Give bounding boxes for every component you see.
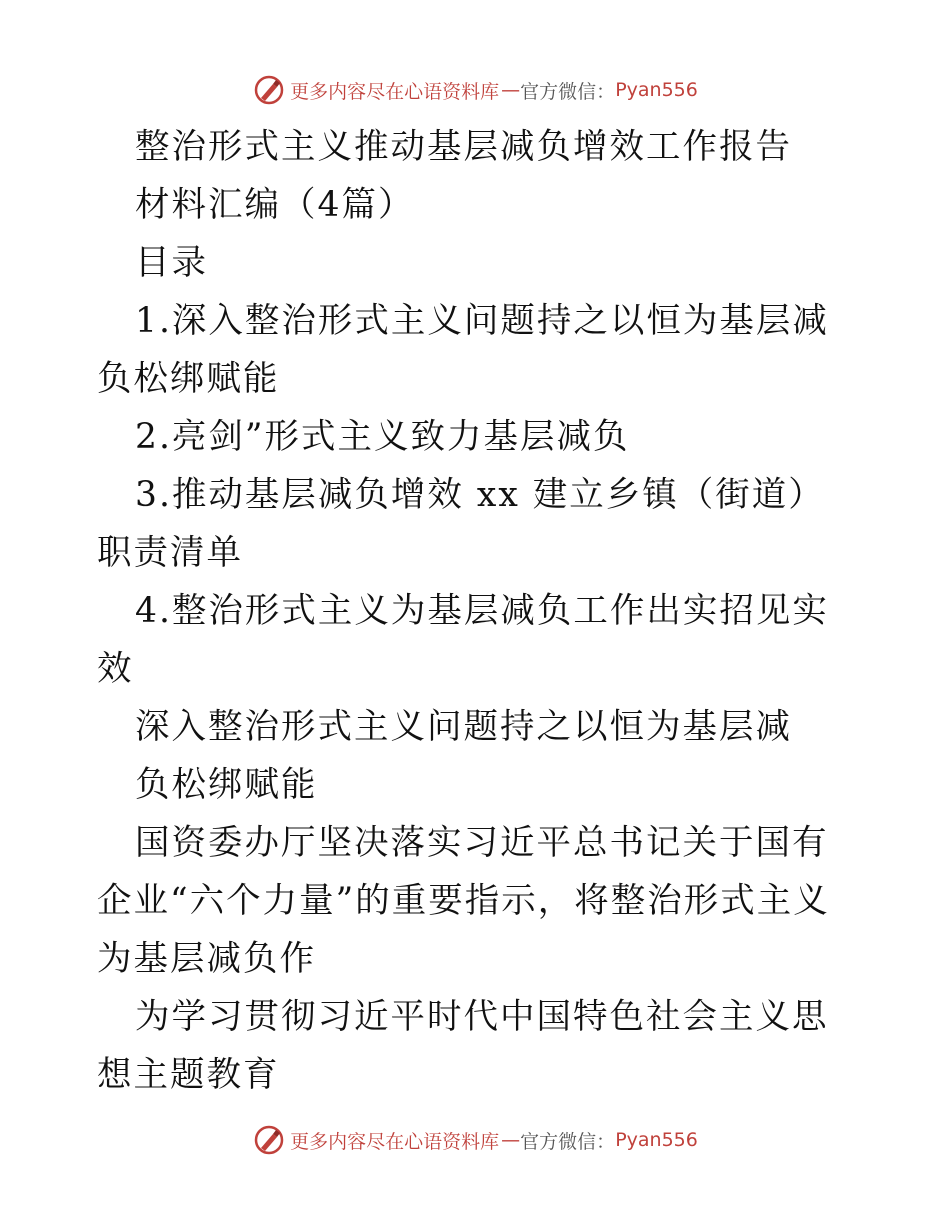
footer-watermark-banner xyxy=(0,1120,950,1160)
banner-main-text: 更多内容尽在心语资料库 xyxy=(290,80,500,103)
banner-label: 官方微信： xyxy=(520,80,616,103)
banner-dash: — xyxy=(501,1129,519,1151)
toc-item-4: 4.整治形式主义为基层减负工作出实招见实效 xyxy=(97,591,829,689)
header-watermark-banner xyxy=(0,70,950,110)
toc-heading: 目录 xyxy=(135,243,208,283)
toc-item-1: 1.深入整治形式主义问题持之以恒为基层减负松绑赋能 xyxy=(97,301,829,399)
body-paragraph-2: 为学习贯彻习近平时代中国特色社会主义思想主题教育 xyxy=(97,997,829,1095)
pen-logo-icon xyxy=(252,1123,286,1157)
doc-title-line-2: 材料汇编（4篇） xyxy=(135,185,415,225)
doc-title-line-1: 整治形式主义推动基层减负增效工作报告 xyxy=(135,127,792,167)
body-paragraph-1: 国资委办厅坚决落实习近平总书记关于国有企业“六个力量”的重要指示，将整治形式主义为基层减负作 xyxy=(97,823,830,979)
pen-logo-icon xyxy=(252,73,286,107)
banner-wechat-id: Pyan556 xyxy=(615,1129,698,1151)
document-body xyxy=(97,118,857,1104)
banner-dash: — xyxy=(501,79,519,101)
banner-label: 官方微信： xyxy=(520,1130,616,1153)
banner-wechat-id: Pyan556 xyxy=(615,79,698,101)
article-title-line-1: 深入整治形式主义问题持之以恒为基层减 xyxy=(135,707,792,747)
banner-main-text: 更多内容尽在心语资料库 xyxy=(290,1130,500,1153)
article-title-line-2: 负松绑赋能 xyxy=(135,765,318,805)
toc-item-3: 3.推动基层减负增效 xx 建立乡镇（街道）职责清单 xyxy=(97,475,825,573)
toc-item-2: 2.亮剑”形式主义致力基层减负 xyxy=(135,417,630,457)
